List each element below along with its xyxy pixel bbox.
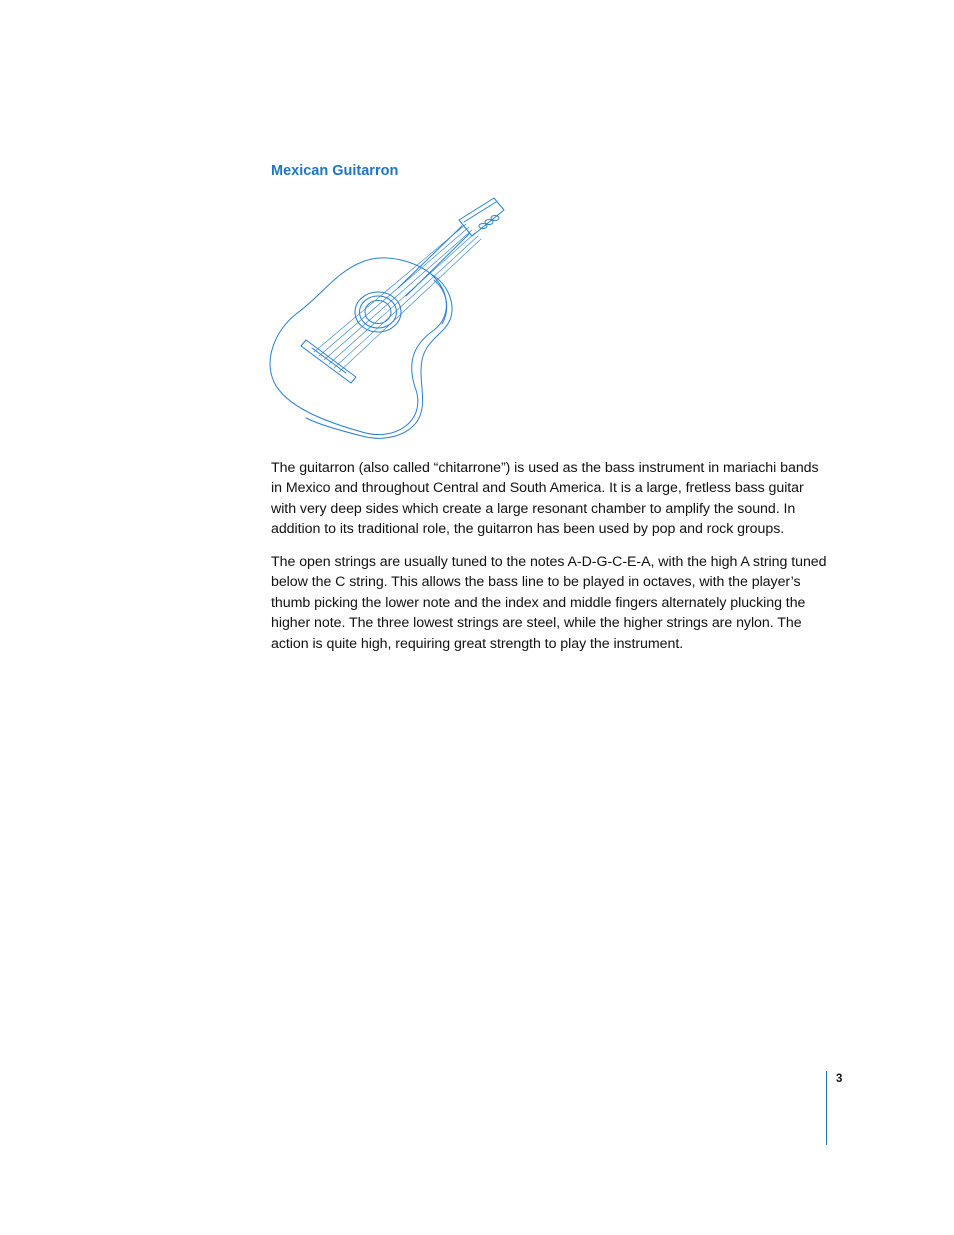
guitar-body-outline <box>270 258 446 435</box>
section-heading: Mexican Guitarron <box>271 163 399 179</box>
guitar-headstock <box>459 198 504 236</box>
page-number: 3 <box>836 1073 843 1085</box>
guitar-bridge <box>301 340 356 383</box>
paragraph-tuning: The open strings are usually tuned to the notes A-D-G-C-E-A, with the high A string tuned below the C string. This allows the bass line to be played in octaves, with the player’s thumb picking the lower note and the index and middle fingers alternately plucking the higher note. The three lowest strings are steel, while the higher strings are nylon. The action is quite high, requiring great strength to play the instrument. <box>271 554 827 652</box>
page-divider <box>826 1071 827 1145</box>
paragraph-intro: The guitarron (also called “chitarrone”) is used as the bass instrument in mariachi bands in Mexico and throughout Central and South America. It is a large, fretless bass guitar with very deep sides which create a large resonant chamber to amplify the sound. In addition to its traditional role, the guitarron has been used by pop and rock groups. <box>271 460 819 538</box>
guitarron-illustration <box>266 192 516 444</box>
